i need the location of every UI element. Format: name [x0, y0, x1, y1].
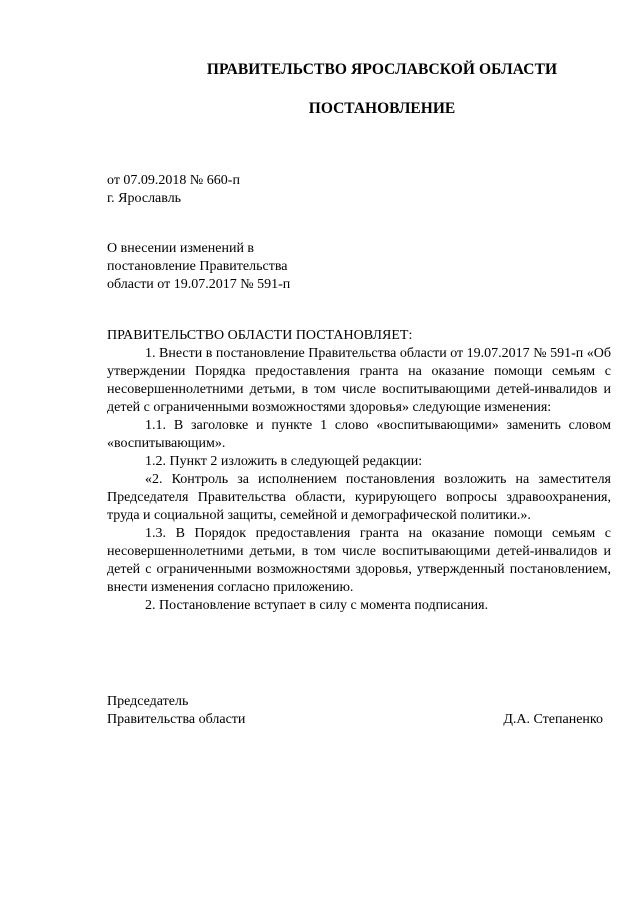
subject-line-2: постановление Правительства [107, 259, 288, 274]
paragraph-1-2: 1.2. Пункт 2 изложить в следующей редакции: [145, 454, 423, 469]
signature-position-line-2: Правительства области [107, 712, 246, 727]
document-type-title: ПОСТАНОВЛЕНИЕ [308, 100, 456, 117]
document-meta [107, 172, 240, 208]
document-body [107, 327, 611, 615]
signature-row [107, 711, 603, 729]
paragraph-1-3: 1.3. В Порядок предоставления гранта на оказание помощи семьям с несовершеннолетними детьми, в том числе воспитывающими детей-инвалидов и детей с ограниченными возможностями здоровья, утвержденный постановлением, внести изменения согласно приложению. [107, 526, 611, 595]
paragraph-2: 2. Постановление вступает в силу с момента подписания. [145, 598, 489, 613]
paragraph-1: 1. Внести в постановление Правительства области от 19.07.2017 № 591-п «Об утверждении Порядка предоставления гранта на оказание помощи семьям с несовершеннолетними детьми, в том числе воспитывающими детей-инвалидов и детей с ограниченными возможностями здоровья» следующие изменения: [107, 346, 611, 415]
document-subject [107, 240, 290, 294]
signatory-name: Д.А. Степаненко [503, 712, 603, 727]
subject-line-3: области от 19.07.2017 № 591-п [107, 277, 291, 292]
signature-position-line-1: Председатель [107, 694, 189, 709]
subject-line-1: О внесении изменений в [107, 241, 255, 256]
city: г. Ярославль [107, 191, 182, 206]
paragraph-1-2-text: «2. Контроль за исполнением постановления возложить на заместителя Председателя Правительства области, курирующего вопросы здравоохранения, труда и социальной защиты, семейной и демографической политики.». [107, 472, 611, 523]
date-number: от 07.09.2018 № 660-п [107, 173, 240, 188]
paragraph-1-1: 1.1. В заголовке и пункте 1 слово «воспитывающими» заменить словом «воспитывающим». [107, 418, 611, 451]
signature-block [107, 693, 603, 729]
preamble: ПРАВИТЕЛЬСТВО ОБЛАСТИ ПОСТАНОВЛЯЕТ: [107, 328, 413, 343]
organization-title: ПРАВИТЕЛЬСТВО ЯРОСЛАВСКОЙ ОБЛАСТИ [206, 61, 558, 78]
